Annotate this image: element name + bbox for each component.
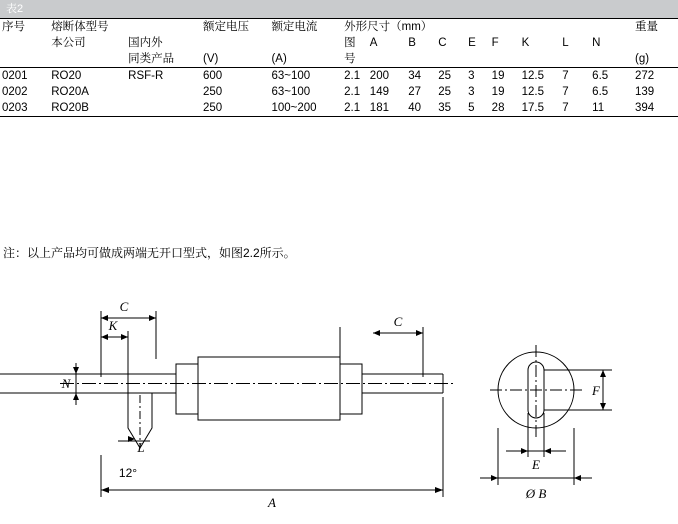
header-voltage-unit: (V) — [201, 51, 269, 68]
cell-weight: 394 — [633, 100, 678, 117]
table-row — [0, 68, 678, 85]
table-header-row-2 — [0, 35, 678, 51]
cell-weight: 272 — [635, 70, 655, 82]
spec-table — [0, 18, 678, 117]
header-dim-a: A — [369, 37, 378, 49]
label-k: K — [108, 318, 118, 333]
header-dim-n-blank — [590, 51, 633, 68]
cell-dim-c: 25 — [438, 86, 452, 98]
cell-model-other — [126, 100, 201, 117]
header-dim-n: N — [592, 37, 601, 49]
header-dim-k: K — [521, 37, 530, 49]
header-fig-line2: 号 — [342, 51, 368, 68]
cell-dim-a: 181 — [368, 100, 406, 117]
cell-dim-l: 7 — [562, 86, 569, 98]
header-seq-blank — [0, 35, 49, 51]
note-text: 注：以上产品均可做成两端无开口型式，如图2.2所示。 — [3, 246, 296, 260]
header-dim-a-blank — [368, 51, 406, 68]
table-caption-bar — [0, 0, 678, 18]
cell-dim-l: 7 — [562, 70, 569, 82]
header-model-own-blank — [49, 51, 126, 68]
label-l: L — [137, 440, 145, 455]
label-c-left: C — [119, 299, 129, 314]
header-dim-e-blank — [466, 51, 490, 68]
cell-voltage: 250 — [203, 86, 223, 98]
fuse-outline-drawing — [0, 285, 678, 524]
header-model-group: 熔断体型号 — [49, 19, 201, 36]
header-dim-l-blank — [560, 51, 590, 68]
header-dim-k-blank — [520, 51, 561, 68]
cell-fig: 2.1 — [344, 86, 361, 98]
cell-seq: 0203 — [0, 100, 49, 117]
cell-dim-k: 12.5 — [521, 86, 544, 98]
cell-dim-e: 3 — [468, 70, 475, 82]
cell-dim-b: 34 — [408, 70, 422, 82]
header-weight: 重量 — [633, 19, 678, 36]
header-seq-blank2 — [0, 51, 49, 68]
spec-table-wrapper — [0, 18, 678, 117]
table-row — [0, 84, 678, 100]
cell-seq: 0202 — [2, 86, 28, 98]
cell-current: 63~100 — [271, 86, 311, 98]
header-dim-b: B — [408, 37, 416, 49]
table-caption-label: 表2 — [6, 3, 24, 15]
header-dim-c-blank — [436, 51, 466, 68]
header-current-blank — [269, 35, 342, 51]
table-header-row-3 — [0, 51, 678, 68]
table-header-row-1 — [0, 19, 678, 36]
header-current: 额定电流 — [269, 19, 342, 36]
technical-drawing — [0, 285, 678, 524]
label-e: E — [532, 457, 540, 472]
cell-model-own: RO20A — [51, 86, 89, 98]
label-c-right: C — [393, 314, 403, 329]
cell-model-own: RO20 — [51, 70, 82, 82]
cell-fig: 2.1 — [344, 70, 361, 82]
cell-dim-a: 149 — [369, 86, 389, 98]
header-model-other-line1: 国内外 — [128, 37, 163, 49]
cell-seq: 0201 — [2, 70, 28, 82]
header-seq: 序号 — [0, 19, 49, 36]
cell-dim-n: 6.5 — [592, 70, 609, 82]
cell-current: 63~100 — [271, 70, 311, 82]
header-dim-e: E — [468, 37, 476, 49]
cell-dim-a: 200 — [369, 70, 389, 82]
header-dim-l: L — [562, 37, 569, 49]
cell-dim-k: 17.5 — [520, 100, 561, 117]
label-n: N — [61, 376, 71, 391]
cell-dim-l: 7 — [560, 100, 590, 117]
cell-model-other: RSF-R — [128, 70, 164, 82]
cell-dim-n: 11 — [590, 100, 633, 117]
header-model-other-line2: 同类产品 — [126, 51, 201, 68]
header-dim-c: C — [438, 37, 447, 49]
cell-dim-k: 12.5 — [521, 70, 544, 82]
cell-dim-c: 35 — [436, 100, 466, 117]
header-dim-f-blank — [490, 51, 520, 68]
cell-dim-f: 19 — [491, 86, 505, 98]
cell-dim-e: 3 — [468, 86, 475, 98]
header-dim-b-blank — [406, 51, 436, 68]
cell-model-other — [126, 84, 201, 100]
label-a: A — [268, 495, 276, 510]
header-current-unit: (A) — [269, 51, 342, 68]
cell-fig: 2.1 — [342, 100, 368, 117]
label-f: F — [592, 383, 600, 398]
header-dimensions-group: 外形尺寸（mm） — [342, 19, 633, 36]
label-diameter-b: Ø B — [525, 486, 547, 501]
cell-dim-c: 25 — [438, 70, 452, 82]
cell-voltage: 600 — [203, 70, 223, 82]
cell-dim-f: 28 — [490, 100, 520, 117]
cell-model-own: RO20B — [49, 100, 126, 117]
header-weight-blank — [633, 35, 678, 51]
table-row — [0, 100, 678, 117]
cell-dim-n: 6.5 — [592, 86, 609, 98]
cell-voltage: 250 — [201, 100, 269, 117]
cell-weight: 139 — [635, 86, 655, 98]
label-angle: 12° — [118, 466, 138, 480]
header-fig-line1: 图 — [344, 37, 356, 49]
header-model-own: 本公司 — [51, 37, 86, 49]
header-dim-f: F — [491, 37, 499, 49]
header-weight-unit: (g) — [633, 51, 678, 68]
header-voltage-blank — [201, 35, 269, 51]
cell-dim-e: 5 — [466, 100, 490, 117]
cell-dim-b: 40 — [406, 100, 436, 117]
cell-dim-b: 27 — [408, 86, 422, 98]
cell-current: 100~200 — [269, 100, 342, 117]
cell-dim-f: 19 — [491, 70, 505, 82]
header-voltage: 额定电压 — [201, 19, 269, 36]
